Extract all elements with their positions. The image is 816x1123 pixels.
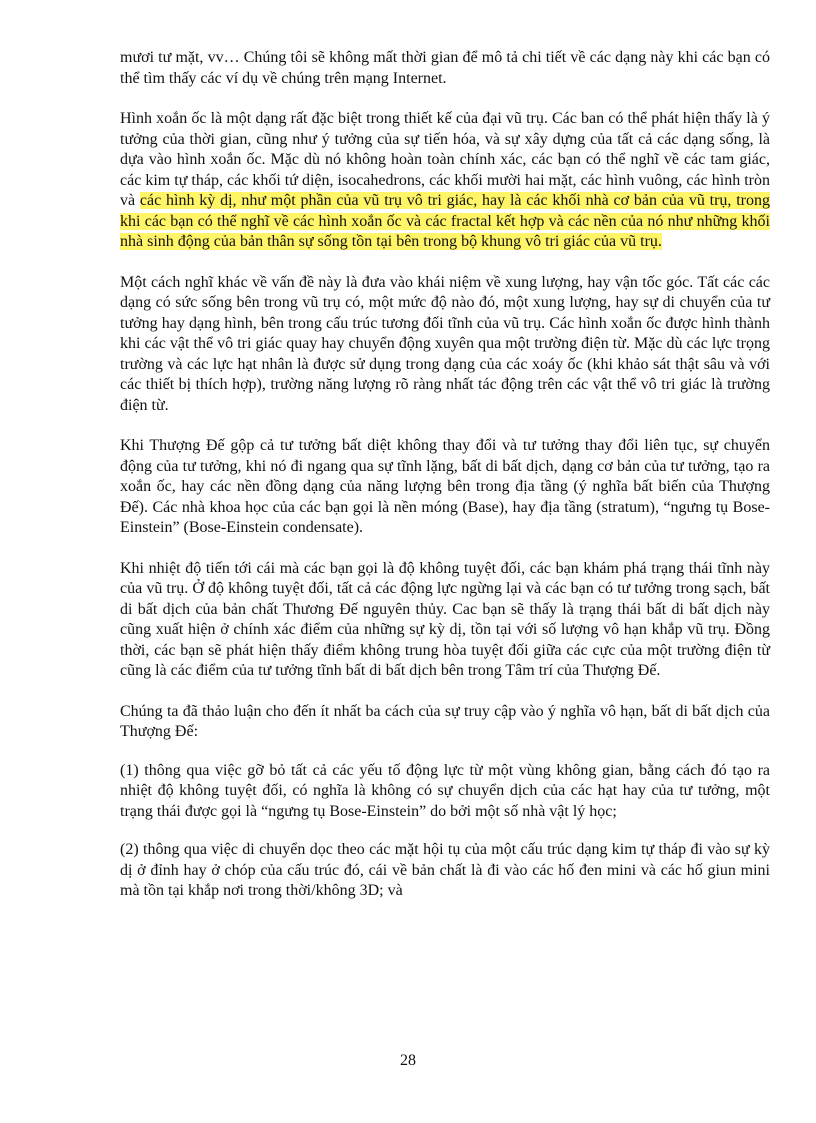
- paragraph-5: Khi nhiệt độ tiến tới cái mà các bạn gọi là độ không tuyệt đối, các bạn khám phá trạng thái tĩnh này của vũ trụ. Ở độ không tuyệt đối, tất cả các động lực ngừng lại và các bạn có tư tưởng trong sạch, bất di bất dịch của bản chất Thương Đế nguyên thủy. Cac bạn sẽ thấy là trạng thái bất di bất dịch này cũng xuất hiện ở chính xác điểm của những sự kỳ dị, tồn tại với số lượng vô hạn khắp vũ trụ. Đồng thời, các bạn sẽ phát hiện thấy điểm không trung hòa tuyệt đối giữa các cực của một trường điện từ cũng là các điểm của tư tưởng tĩnh bất di bất dịch bên trong Tâm trí của Thượng Đế.: [120, 559, 770, 679]
- paragraph-4: Khi Thượng Đế gộp cả tư tưởng bất diệt không thay đổi và tư tưởng thay đổi liên tục, sự chuyển động của tư tưởng, khi nó đi ngang qua sự tĩnh lặng, bất di bất dịch, dạng cơ bản của tư tưởng, tạo ra xoắn ốc, hay các nền đồng dạng của năng lượng bên trong địa tầng (ý nghĩa bất biến của Thượng Đế). Các nhà khoa học của các bạn gọi là nền móng (Base), hay địa tầng (stratum), “ngưng tụ Bose-Einstein” (Bose-Einstein condensate).: [120, 437, 770, 536]
- paragraph-6: Chúng ta đã thảo luận cho đến ít nhất ba cách của sự truy cập vào ý nghĩa vô hạn, bất di bất dịch của Thượng Đế:: [120, 702, 770, 740]
- paragraph-2: [120, 109, 770, 253]
- paragraph-3: Một cách nghĩ khác về vấn đề này là đưa vào khái niệm về xung lượng, hay vận tốc góc. Tất các các dạng có sức sống bên trong vũ trụ có, một mức độ nào đó, một xung lượng, hay sự di chuyển của tư tưởng hay dạng hình, bên trong cấu trúc tương đối tĩnh của vũ trụ. Các hình xoắn ốc được hình thành khi các vật thể vô tri giác quay hay chuyển động xuyên qua một trường điện từ. Mặc dù các lực trọng trường và các lực hạt nhân là được sử dụng trong dạng của các xoáy ốc (khi khảo sát thật sâu và với các thiết bị thích hợp), trường năng lượng rõ ràng nhất tác động trên các vật thể vô tri giác là trường điện từ.: [120, 273, 770, 414]
- list-item-2: (2) thông qua việc di chuyển dọc theo các mặt hội tụ của một cấu trúc dạng kim tự tháp đi vào sự kỳ dị ở đỉnh hay ở chóp của cấu trúc đó, cái về bản chất là đi vào các hố đen mini và các hố giun mini mà tồn tại khắp nơi trong thời/không 3D; và: [120, 841, 770, 899]
- paragraph-1: mươi tư mặt, vv… Chúng tôi sẽ không mất thời gian để mô tả chi tiết về các dạng này khi các bạn có thể tìm thấy các ví dụ về chúng trên mạng Internet.: [120, 49, 770, 87]
- highlighted-passage: các hình kỳ dị, như một phần của vũ trụ vô tri giác, hay là các khối nhà cơ bản của vũ trụ, trong khi các bạn có thể nghĩ về các hình xoắn ốc và các fractal kết hợp và các nền của nó như những khối nhà sinh động của bản thân sự sống tồn tại bên trong bộ khung vô tri giác của vũ trụ.: [120, 192, 770, 250]
- paragraph-2-plain: Hình xoắn ốc là một dạng rất đặc biệt trong thiết kế của đại vũ trụ. Các ban có thể phát hiện thấy là ý tưởng của thời gian, cũng như ý tưởng của sự tiến hóa, và sự xây dựng của tất cả các dạng sống, là dựa vào hình xoắn ốc. Mặc dù nó không hoàn toàn chính xác, các bạn có thể nghĩ về các tam giác, các kim tự tháp, các khối tứ diện, isocahedrons, các khối mười hai mặt, các hình vuông, các hình tròn và: [120, 110, 770, 209]
- document-body: [120, 48, 770, 920]
- list-item-1: (1) thông qua việc gỡ bỏ tất cả các yếu tố động lực từ một vùng không gian, bằng cách đó tạo ra nhiệt độ không tuyệt đối, có nghĩa là không có sự chuyển dịch của các hạt hay của tư tưởng, một trạng thái được gọi là “ngưng tụ Bose-Einstein” do bởi một số nhà vật lý học;: [120, 761, 770, 820]
- page-number: 28: [400, 1052, 416, 1069]
